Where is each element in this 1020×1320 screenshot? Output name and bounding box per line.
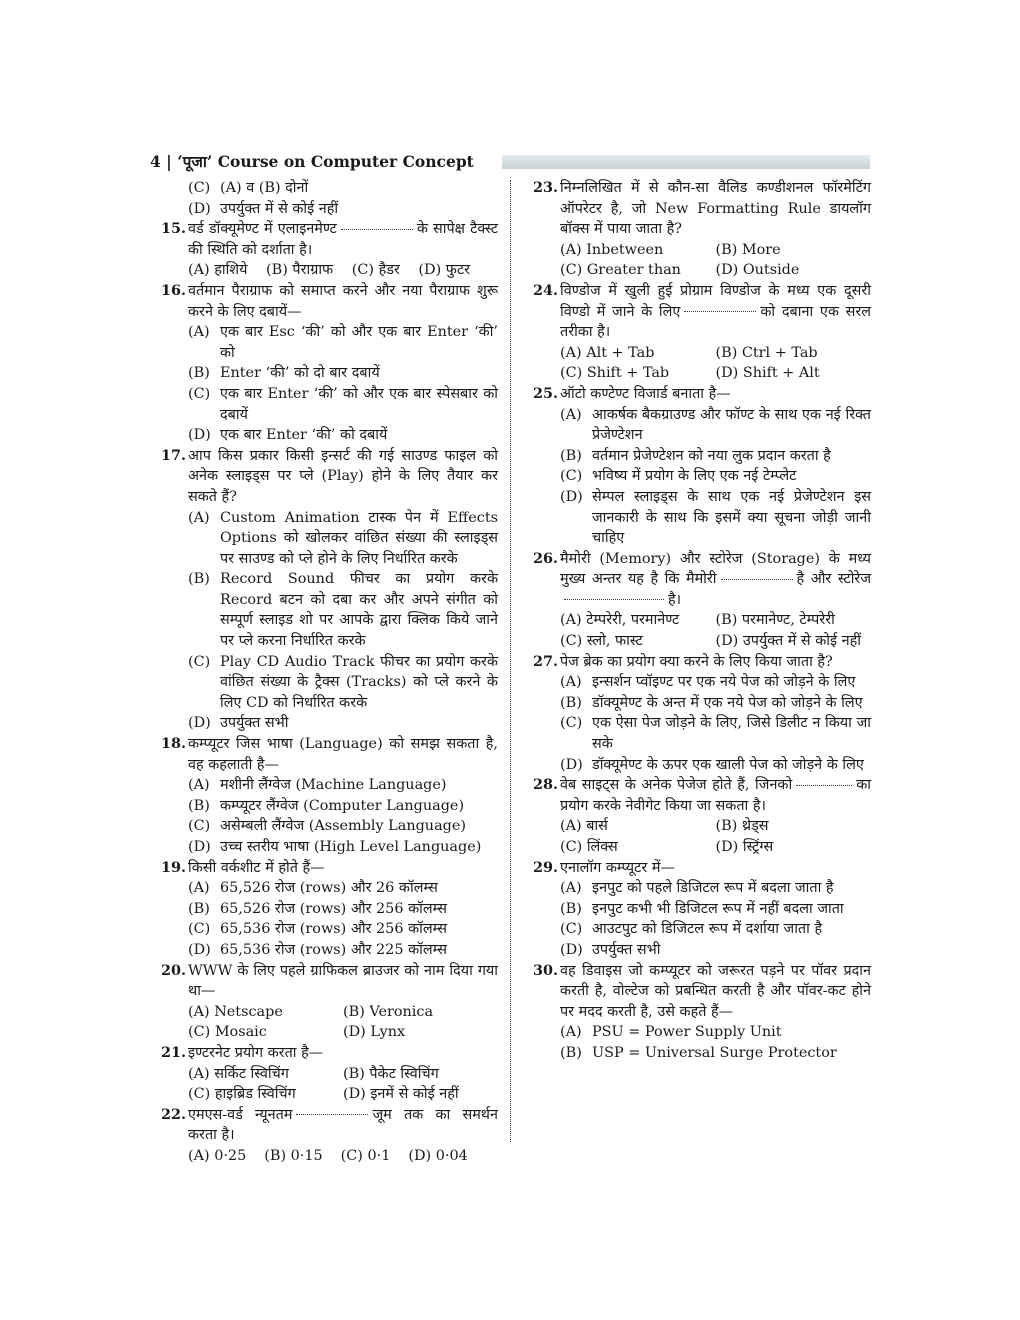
option: (D) उपर्युक्त सभी xyxy=(560,941,661,958)
question-number: 23. xyxy=(532,179,558,196)
question-16 xyxy=(152,281,498,322)
option: (D) उपर्युक्त में से कोई नहीं xyxy=(715,633,861,650)
option: (B) डॉक्यूमेण्ट के अन्त में एक नये पेज को जोड़ने के लिए xyxy=(560,694,863,711)
question-text: कम्प्यूटर जिस भाषा (Language) को समझ सकता है, वह कहलाती है— xyxy=(188,736,498,773)
question-30 xyxy=(524,961,871,1023)
option: (B) पैकेट स्विचिंग xyxy=(343,1065,439,1082)
question-number: 17. xyxy=(160,446,186,464)
question-number: 29. xyxy=(532,858,558,876)
question-24 xyxy=(524,281,871,343)
option: (C) भविष्य में प्रयोग के लिए एक नई टेम्प्लेट xyxy=(560,468,797,485)
options-row xyxy=(152,1064,498,1085)
blank xyxy=(721,579,793,580)
options-row xyxy=(152,1022,498,1043)
question-20 xyxy=(152,961,498,1002)
option: (A) इन्सर्शन प्वॉइण्ट पर एक नये पेज को जोड़ने के लिए xyxy=(560,674,856,691)
question-number: 24. xyxy=(532,281,558,299)
question-23 xyxy=(524,178,871,240)
question-18 xyxy=(152,734,498,775)
option: (C) हाइब्रिड स्विचिंग xyxy=(188,1086,296,1103)
options-row xyxy=(524,260,871,281)
option: (C) आउटपुट को डिजिटल रूप में दर्शाया जाता है xyxy=(560,921,823,938)
question-number: 28. xyxy=(532,776,558,794)
question-26 xyxy=(524,549,871,611)
options-row xyxy=(524,631,871,652)
question-27 xyxy=(524,652,871,673)
option: (B) पैराग्राफ xyxy=(266,262,334,279)
option: (B) Enter ‘की’ को दो बार दबायें xyxy=(188,365,380,382)
option: (A) सर्किट स्विचिंग xyxy=(188,1065,289,1082)
options-row xyxy=(524,343,871,364)
option: (C) एक बार Enter ‘की’ को और एक बार स्पेसबार को दबायें xyxy=(188,385,498,423)
options-row xyxy=(524,610,871,631)
option: (D) Outside xyxy=(715,262,800,279)
blank xyxy=(564,599,664,600)
question-28 xyxy=(524,775,871,816)
question-text: वर्तमान पैराग्राफ को समाप्त करने और नया पैराग्राफ शुरू करने के लिए दबायें— xyxy=(188,282,498,320)
option: (A) Custom Animation टास्क पेन में Effects Options को खोलकर वांछित संख्या की स्लाइड्स पर साउण्ड को प्ले होने के लिए निर्धारित करके xyxy=(188,509,498,567)
option: (A) बार्स xyxy=(560,818,608,835)
option: (A) Inbetween xyxy=(560,241,664,258)
option: (A) 0·25 xyxy=(188,1147,247,1164)
option: (C) (A) व (B) दोनों xyxy=(188,180,309,196)
option: (C) असेम्बली लैंग्वेज (Assembly Language) xyxy=(188,818,466,835)
question-text: निम्नलिखित में से कौन-सा वैलिड कण्डीशनल फॉरमेटिंग ऑपरेटर है, जो New Formatting Rule डायलॉग बॉक्स में पाया जाता है? xyxy=(560,180,871,238)
question-number: 20. xyxy=(160,961,186,979)
option: (C) 0·1 xyxy=(340,1147,391,1164)
question-number: 26. xyxy=(532,549,558,567)
question-text: WWW के लिए पहले ग्राफिकल ब्राउजर को नाम दिया गया था— xyxy=(188,962,498,1000)
option: (A) मशीनी लैंग्वेज (Machine Language) xyxy=(188,777,447,794)
question-14-tail xyxy=(152,178,498,219)
question-text: इण्टरनेट प्रयोग करता है— xyxy=(188,1044,324,1061)
question-text: वेब साइट्स के अनेक पेजेज होते हैं, जिनको का प्रयोग करके नेवीगेट किया जा सकता है। xyxy=(560,777,871,814)
question-17 xyxy=(152,446,498,508)
option: (B) USP = Universal Surge Protector xyxy=(560,1044,837,1061)
option: (B) वर्तमान प्रेजेण्टेशन को नया लुक प्रदान करता है xyxy=(560,447,831,464)
question-number: 30. xyxy=(532,961,558,979)
question-number: 15. xyxy=(160,220,186,238)
option: (A) हाशिये xyxy=(188,262,248,279)
option: (C) Mosaic xyxy=(188,1024,267,1041)
option: (B) 65,526 रोज (rows) और 256 कॉलम्स xyxy=(188,900,448,917)
question-19 xyxy=(152,858,498,879)
option: (B) परमानेण्ट, टेम्परेरी xyxy=(715,612,835,629)
question-number: 25. xyxy=(532,384,558,402)
options-row xyxy=(524,837,871,858)
options-row xyxy=(524,816,871,837)
question-text: मैमोरी (Memory) और स्टोरेज (Storage) के मध्य मुख्य अन्तर यह है कि मैमोरी है और स्टोरेजहै। xyxy=(560,550,871,608)
option: (A) PSU = Power Supply Unit xyxy=(560,1024,782,1041)
option: (D) उच्च स्तरीय भाषा (High Level Language) xyxy=(188,839,482,855)
option: (A) 65,526 रोज (rows) और 26 कॉलम्स xyxy=(188,880,438,897)
option: (B) थ्रेड्स xyxy=(715,818,769,835)
option: (B) Veronica xyxy=(343,1003,434,1020)
options-row xyxy=(152,1002,498,1023)
option: (B) More xyxy=(715,241,781,258)
option: (C) 65,536 रोज (rows) और 256 कॉलम्स xyxy=(188,921,448,938)
question-number: 27. xyxy=(532,652,558,670)
option: (D) डॉक्यूमेण्ट के ऊपर एक खाली पेज को जोड़ने के लिए xyxy=(560,756,864,773)
option: (C) Greater than xyxy=(560,262,681,279)
option: (C) Play CD Audio Track फीचर का प्रयोग करके वांछित संख्या के ट्रैक्स (Tracks) को प्ले करने के लिए CD को निर्धारित करके xyxy=(188,653,498,711)
question-21 xyxy=(152,1043,498,1064)
question-text: वह डिवाइस जो कम्प्यूटर को जरूरत पड़ने पर पॉवर प्रदान करती है, वोल्टेज को प्रबन्धित करती है और पॉवर-कट होने पर मदद करती है, उसे कहते हैं— xyxy=(560,962,871,1020)
option: (C) Shift + Tab xyxy=(560,365,670,382)
option: (B) 0·15 xyxy=(264,1147,323,1164)
blank xyxy=(684,311,756,312)
header-band xyxy=(502,155,870,169)
option: (D) उपर्युक्त में से कोई नहीं xyxy=(188,200,339,217)
question-text: ऑटो कण्टेण्ट विजार्ड बनाता है— xyxy=(560,385,731,402)
option: (D) 0·04 xyxy=(408,1147,468,1164)
question-number: 16. xyxy=(160,281,186,299)
question-number: 21. xyxy=(160,1043,186,1061)
options-row xyxy=(152,260,498,281)
option: (B) Ctrl + Tab xyxy=(715,344,818,361)
option: (C) हैडर xyxy=(351,262,400,279)
option: (B) कम्प्यूटर लैंग्वेज (Computer Language) xyxy=(188,797,465,814)
option: (A) टेम्परेरी, परमानेण्ट xyxy=(560,612,680,629)
question-number: 19. xyxy=(160,858,186,876)
question-text: आप किस प्रकार किसी इन्सर्ट की गई साउण्ड फाइल को अनेक स्लाइड्स पर प्ले (Play) होने के लिए तैयार कर सकते हैं? xyxy=(188,447,498,505)
option: (D) उपर्युक्त सभी xyxy=(188,715,289,732)
page-title: 4 | ‘पूजा’ Course on Computer Concept xyxy=(150,152,474,171)
question-text: विण्डोज में खुली हुई प्रोग्राम विण्डोज के मध्य एक दूसरी विण्डो में जाने के लिए को दबाना एक सरल तरीका है। xyxy=(560,282,872,341)
option: (D) सेम्पल स्लाइड्स के साथ एक नई प्रेजेण्टेशन इस जानकारी के साथ कि इसमें क्या सूचना जोड़ी जानी चाहिए xyxy=(560,488,871,547)
question-text: वर्ड डॉक्यूमेण्ट में एलाइनमेण्ट के सापेक्ष टैक्स्ट की स्थिति को दर्शाता है। xyxy=(188,221,498,258)
options-row xyxy=(524,240,871,261)
column-divider xyxy=(510,180,511,1142)
options-row xyxy=(152,1084,498,1105)
page-header xyxy=(150,150,870,174)
question-text: पेज ब्रेक का प्रयोग क्या करने के लिए किया जाता है? xyxy=(560,653,833,670)
option: (D) Shift + Alt xyxy=(715,365,820,382)
option: (D) स्ट्रिंग्स xyxy=(715,839,774,855)
option: (D) एक बार Enter ‘की’ को दबायें xyxy=(188,427,388,444)
question-text: एमएस-वर्ड न्यूनतम जूम तक का समर्थन करता है। xyxy=(188,1106,498,1144)
options-row xyxy=(152,1146,498,1167)
option: (D) Lynx xyxy=(343,1024,406,1041)
question-number: 18. xyxy=(160,735,186,753)
blank xyxy=(296,1114,368,1115)
option: (D) इनमें से कोई नहीं xyxy=(343,1086,459,1103)
left-column xyxy=(152,178,498,1167)
option: (C) लिंक्स xyxy=(560,839,618,855)
option: (A) Netscape xyxy=(188,1003,283,1020)
question-text: किसी वर्कशीट में होते हैं— xyxy=(188,859,325,876)
right-column xyxy=(524,178,871,1064)
option: (B) Record Sound फीचर का प्रयोग करके Record बटन को दबा कर और अपने संगीत को सम्पूर्ण स्लाइड शो पर आपके द्वारा क्लिक किये जाने पर प्ले करना निर्धारित करके xyxy=(188,571,498,650)
option: (D) 65,536 रोज (rows) और 225 कॉलम्स xyxy=(188,941,448,958)
option: (C) एक ऐसा पेज जोड़ने के लिए, जिसे डिलीट न किया जा सके xyxy=(560,715,871,753)
option: (A) एक बार Esc ‘की’ को और एक बार Enter ‘की’ को xyxy=(188,324,498,361)
question-25 xyxy=(524,384,871,405)
question-29 xyxy=(524,858,871,879)
option: (A) इनपुट को पहले डिजिटल रूप में बदला जाता है xyxy=(560,880,834,897)
blank xyxy=(341,229,413,230)
option: (D) फुटर xyxy=(418,262,470,279)
question-15 xyxy=(152,219,498,260)
option: (B) इनपुट कभी भी डिजिटल रूप में नहीं बदला जाता xyxy=(560,900,844,917)
question-22 xyxy=(152,1105,498,1146)
question-text: एनालॉग कम्प्यूटर में— xyxy=(560,859,675,876)
blank xyxy=(796,785,852,786)
option: (A) आकर्षक बैकग्राउण्ड और फॉण्ट के साथ एक नई रिक्त प्रेजेण्टेशन xyxy=(560,406,871,444)
question-number: 22. xyxy=(160,1105,186,1123)
options-row xyxy=(524,363,871,384)
option: (C) स्लो, फास्ट xyxy=(560,633,643,650)
option: (A) Alt + Tab xyxy=(560,344,655,361)
